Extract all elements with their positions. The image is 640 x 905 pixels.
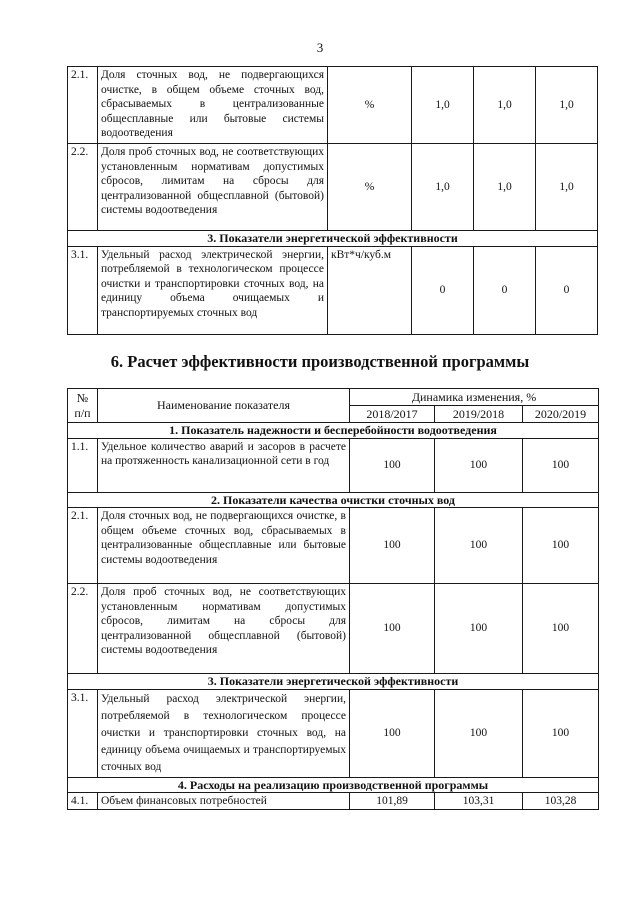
indicator-name: Доля проб сточных вод, не соответствующих установленным нормативам допустимых сбросов, лимитам на сбросы для централизованной общесплавной (бытовой) системы водоотведения: [98, 144, 328, 231]
table-row: [68, 67, 598, 144]
section-title: 3. Показатели энергетической эффективности: [68, 231, 598, 247]
indicator-name: Удельный расход электрической энергии, потребляемой в технологическом процессе очистки и транспортировки сточных вод, на единицу объема очищаемых и транспортируемых сточных вод: [98, 689, 350, 777]
table-row: [68, 508, 599, 584]
value-cell: 1,0: [474, 144, 536, 231]
header-dynamics: Динамика изменения, %: [350, 389, 599, 406]
header-year: 2019/2018: [435, 406, 523, 423]
value-cell: 101,89: [350, 793, 435, 810]
unit-cell: кВт*ч/куб.м: [328, 246, 412, 334]
table-row: [68, 144, 598, 231]
unit-cell: %: [328, 144, 412, 231]
indicator-name: Доля сточных вод, не подвергающихся очистке, в общем объеме сточных вод, сбрасываемых в централизованные общесплавные или бытовые системы водоотведения: [98, 67, 328, 144]
value-cell: 100: [350, 689, 435, 777]
value-cell: 100: [523, 689, 599, 777]
table-row: [68, 584, 599, 674]
section-row: [68, 777, 599, 793]
table-row: [68, 246, 598, 334]
section-row: [68, 423, 599, 439]
header-row: [68, 389, 599, 406]
row-number: 3.1.: [68, 246, 98, 334]
indicator-name: Объем финансовых потребностей: [98, 793, 350, 810]
section-row: [68, 231, 598, 247]
value-cell: 0: [412, 246, 474, 334]
indicator-name: Доля проб сточных вод, не соответствующих установленным нормативам допустимых сбросов, лимитам на сбросы для централизованной общесплавной (бытовой) системы водоотведения: [98, 584, 350, 674]
value-cell: 103,28: [523, 793, 599, 810]
value-cell: 100: [523, 508, 599, 584]
table-row: [68, 689, 599, 777]
indicator-name: Удельное количество аварий и засоров в расчете на протяженность канализационной сети в год: [98, 438, 350, 492]
row-number: 2.1.: [68, 508, 98, 584]
section-title: 4. Расходы на реализацию производственной программы: [68, 777, 599, 793]
row-number: 1.1.: [68, 438, 98, 492]
header-year: 2020/2019: [523, 406, 599, 423]
header-num-line1: №: [76, 391, 89, 405]
row-number: 2.2.: [68, 144, 98, 231]
efficiency-table: [67, 388, 599, 810]
value-cell: 1,0: [412, 67, 474, 144]
row-number: 2.1.: [68, 67, 98, 144]
section-title: 2. Показатели качества очистки сточных вод: [68, 492, 599, 508]
value-cell: 1,0: [474, 67, 536, 144]
value-cell: 0: [536, 246, 598, 334]
value-cell: 0: [474, 246, 536, 334]
value-cell: 100: [350, 584, 435, 674]
row-number: 2.2.: [68, 584, 98, 674]
value-cell: 100: [523, 438, 599, 492]
header-year: 2018/2017: [350, 406, 435, 423]
value-cell: 1,0: [412, 144, 474, 231]
value-cell: 100: [523, 584, 599, 674]
section-row: [68, 492, 599, 508]
indicators-table-continued: [67, 66, 598, 335]
header-num-line2: п/п: [74, 405, 91, 420]
value-cell: 100: [435, 438, 523, 492]
page-number: 3: [316, 40, 324, 55]
row-number: 3.1.: [68, 689, 98, 777]
section-row: [68, 674, 599, 690]
value-cell: 100: [435, 584, 523, 674]
header-num: [68, 389, 98, 423]
value-cell: 100: [435, 689, 523, 777]
value-cell: 100: [435, 508, 523, 584]
header-name: Наименование показателя: [98, 389, 350, 423]
value-cell: 1,0: [536, 144, 598, 231]
unit-cell: %: [328, 67, 412, 144]
value-cell: 1,0: [536, 67, 598, 144]
value-cell: 103,31: [435, 793, 523, 810]
row-number: 4.1.: [68, 793, 98, 810]
section-title: 3. Показатели энергетической эффективности: [68, 674, 599, 690]
table-row: [68, 438, 599, 492]
indicator-name: Удельный расход электрической энергии, потребляемой в технологическом процессе очистки и транспортировки сточных вод, на единицу объема очищаемых и транспортируемых сточных вод: [98, 246, 328, 334]
section-heading: 6. Расчет эффективности производственной программы: [110, 352, 530, 371]
value-cell: 100: [350, 508, 435, 584]
indicator-name: Доля сточных вод, не подвергающихся очистке, в общем объеме сточных вод, сбрасываемых в централизованные общесплавные или бытовые системы водоотведения: [98, 508, 350, 584]
section-title: 1. Показатель надежности и бесперебойности водоотведения: [68, 423, 599, 439]
table-row: [68, 793, 599, 810]
value-cell: 100: [350, 438, 435, 492]
